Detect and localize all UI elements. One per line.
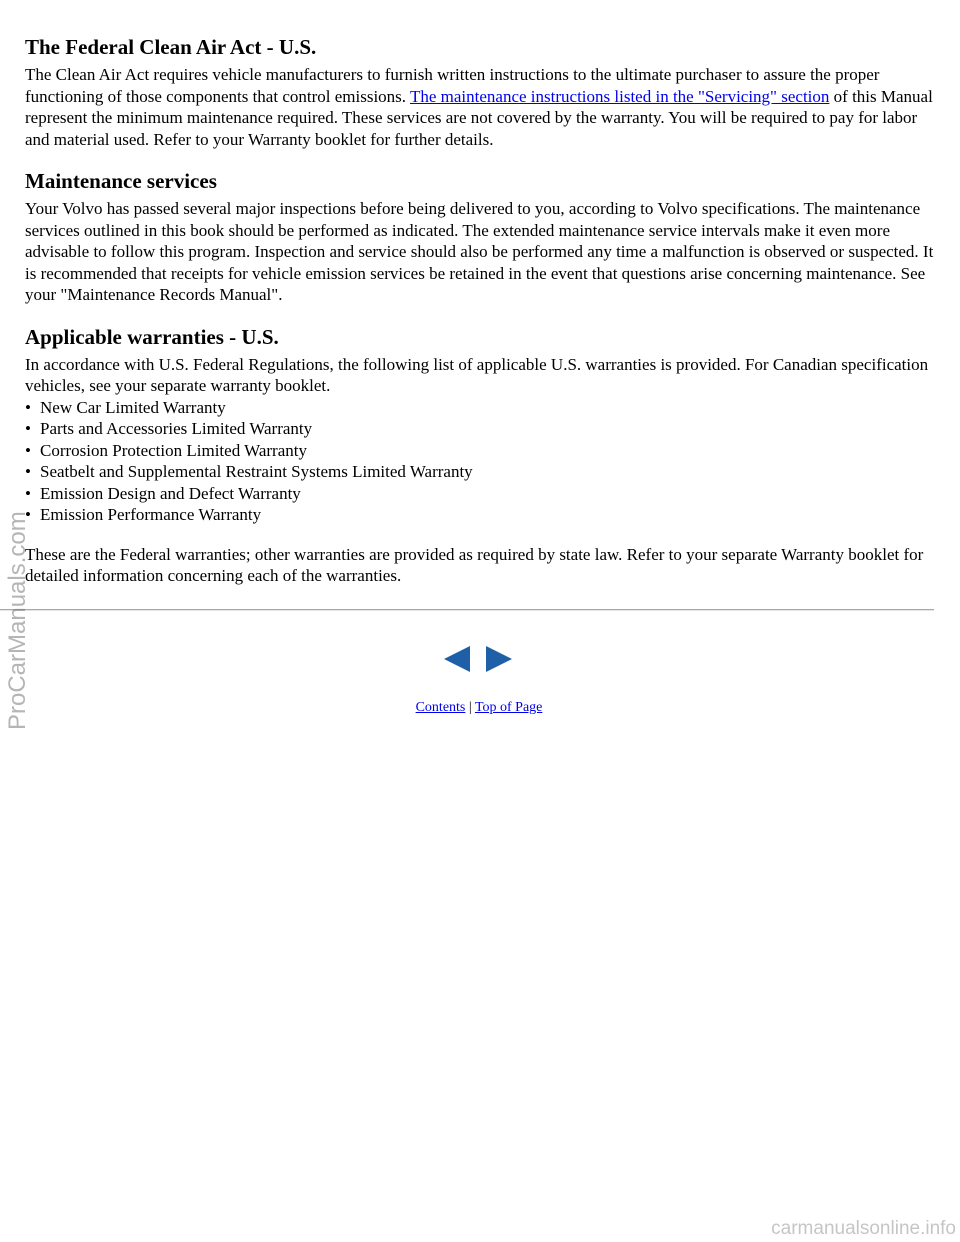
servicing-section-link[interactable]: The maintenance instructions listed in the "Servicing" section: [409, 86, 830, 106]
section-maintenance-services: [25, 168, 937, 306]
section-clean-air-act: [25, 34, 937, 150]
section-applicable-warranties: [25, 324, 937, 587]
watermark-carmanualsonline: carmanualsonline.info: [771, 1218, 956, 1239]
heading-applicable-warranties: Applicable warranties - U.S.: [25, 324, 279, 349]
link-separator: |: [468, 700, 472, 715]
page-navigation: [444, 646, 514, 676]
paragraph-closing: These are the Federal warranties; other warranties are provided as required by state law. Refer to your separate Warranty booklet for detailed information concerning each of the warranties.: [25, 544, 924, 585]
text-after-link: of this Manual represent the minimum maintenance required. These services are not covered by the warranty. You will be required to pay for labor and material used. Refer to your Warranty booklet for further details.: [25, 86, 933, 149]
paragraph-clean-air-act: [25, 64, 937, 150]
list-item: • Parts and Accessories Limited Warranty: [25, 418, 937, 440]
arrow-right-icon[interactable]: [486, 646, 512, 672]
arrow-left-icon[interactable]: [444, 646, 470, 672]
contents-link[interactable]: Contents: [415, 700, 466, 715]
horizontal-divider: [0, 609, 934, 611]
warranty-list: [25, 397, 937, 526]
paragraph-applicable-warranties: In accordance with U.S. Federal Regulations, the following list of applicable U.S. warranties is provided. For Canadian specification vehicles, see your separate warranty booklet.: [25, 354, 929, 395]
paragraph-maintenance-services: Your Volvo has passed several major inspections before being delivered to you, according to Volvo specifications. The maintenance services outlined in this book should be performed as indicated. The extended maintenance service intervals make it even more advisable to follow this program. Inspection and service should also be performed any time a malfunction is observed or suspected. It is recommended that receipts for vehicle emission services be retained in the event that questions arise concerning maintenance. See your "Maintenance Records Manual".: [25, 199, 934, 304]
footer-links: [0, 700, 958, 716]
list-item: • Emission Design and Defect Warranty: [25, 483, 937, 505]
document-body: [25, 34, 937, 587]
heading-clean-air-act: The Federal Clean Air Act - U.S.: [25, 35, 317, 59]
watermark-procarmanuals: ProCarManuals.com: [4, 511, 31, 730]
list-item: • Emission Performance Warranty: [25, 504, 937, 526]
text-before-link: The Clean Air Act requires vehicle manufacturers to furnish written instructions to the ultimate purchaser to assure the proper functioning of those components that control emissions.: [25, 65, 880, 106]
heading-maintenance-services: Maintenance services: [25, 169, 217, 193]
list-item: • Corrosion Protection Limited Warranty: [25, 440, 937, 462]
top-of-page-link[interactable]: Top of Page: [474, 700, 543, 715]
list-item: • Seatbelt and Supplemental Restraint Systems Limited Warranty: [25, 461, 937, 483]
list-item: • New Car Limited Warranty: [25, 397, 937, 419]
